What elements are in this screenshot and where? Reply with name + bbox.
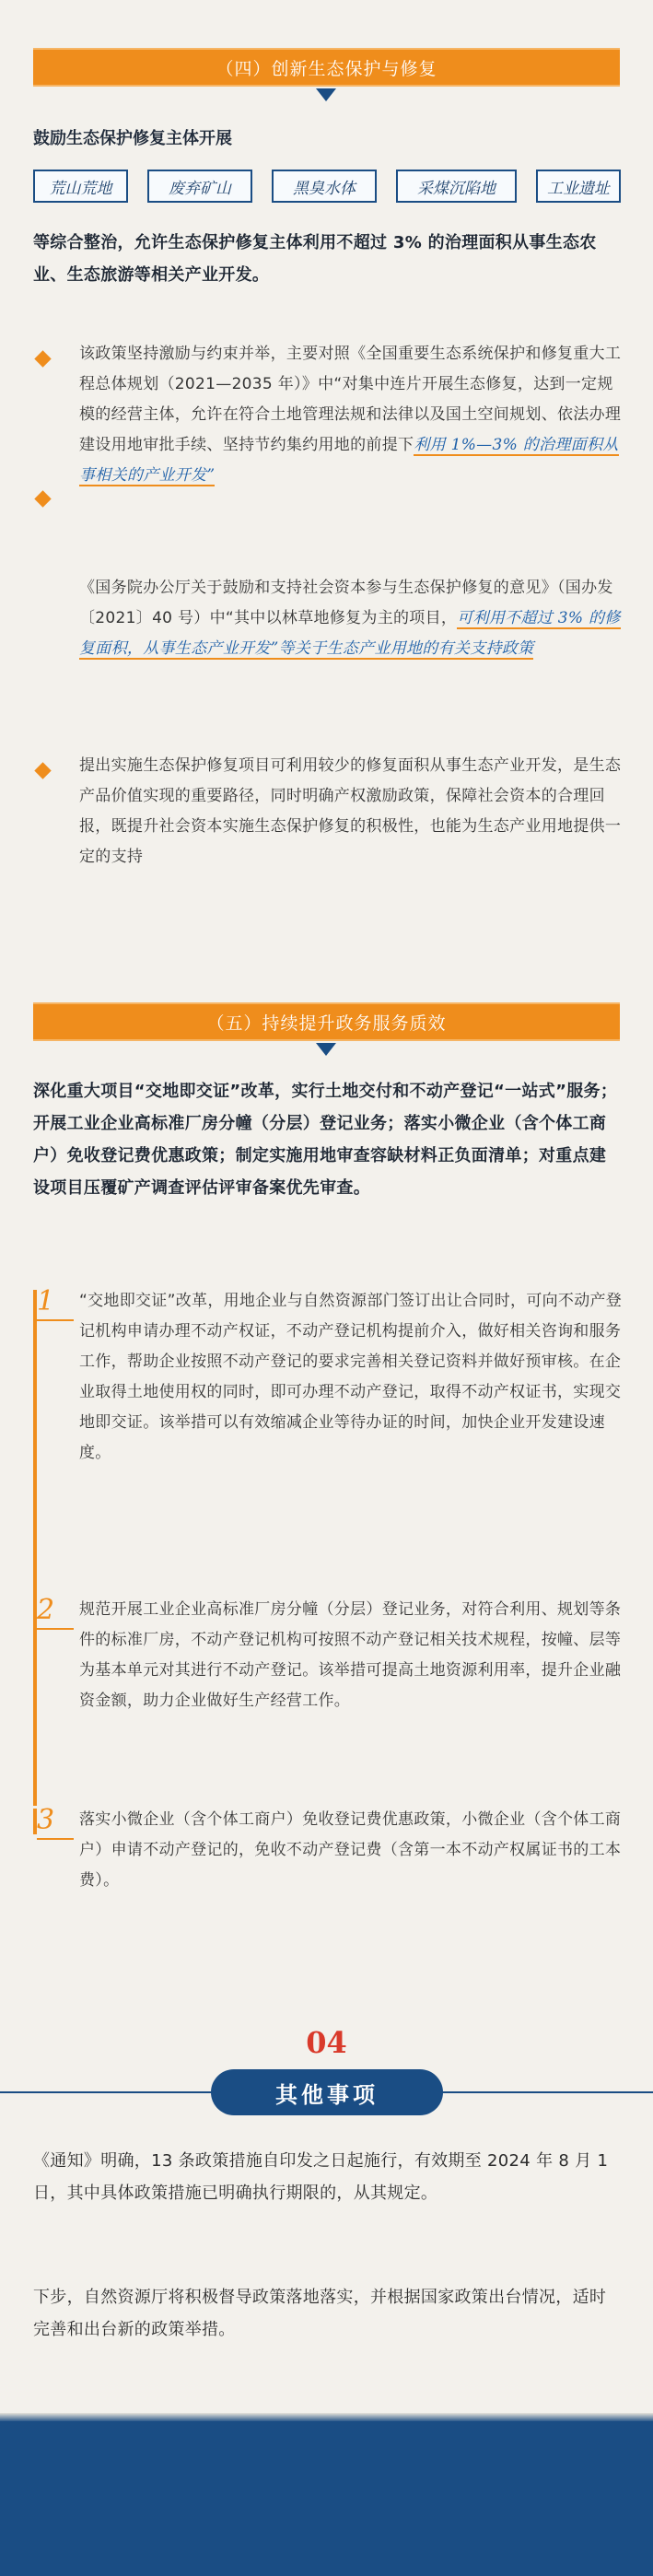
section04-title: 其他事项	[275, 2081, 379, 2108]
tag-row	[33, 170, 621, 206]
section4-para-2	[79, 573, 623, 664]
para-highlight: 利用 1%—3% 的治理面积从事相关的产业开发”	[79, 436, 619, 485]
diamond-bullet-icon	[34, 350, 51, 367]
section4-para-3: 提出实施生态保护修复项目可利用较少的修复面积从事生态产业开发，是生态产品价值实现的重要路径，同时明确产权激励政策，保障社会资本的合理回报，既提升社会资本实施生态保护修复的积极性，也能为生态产业用地提供一定的支持	[79, 756, 622, 866]
section5-header	[33, 1002, 620, 1041]
section4-title: （四）创新生态保护与修复	[216, 58, 437, 79]
tag-item: 废弃矿山	[147, 170, 252, 203]
item-accent-bar	[33, 1290, 37, 1603]
item-number-underline	[37, 1628, 74, 1630]
section5-item-2: 规范开展工业企业高标准厂房分幢（分层）登记业务，对符合利用、规划等条件的标准厂房，不动产登记机构可按照不动产登记相关技术规程，按幢、层等为基本单元对其进行不动产登记。该举措可提高土地资源利用率，提升企业融资金额，助力企业做好生产经营工作。	[79, 1600, 622, 1710]
diamond-bullet-icon	[34, 490, 51, 507]
section4-para-1	[79, 339, 623, 491]
tag-item: 荒山荒地	[33, 170, 128, 203]
section04-para-1: 《通知》明确，13 条政策措施自印发之日起施行，有效期至 2024 年 8 月 1 日，其中具体政策措施已明确执行期限的，从其规定。	[33, 2151, 609, 2203]
section5-item-3: 落实小微企业（含个体工商户）免收登记费优惠政策，小微企业（含个体工商户）申请不动产登记的，免收不动产登记费（含第一本不动产权属证书的工本费）。	[79, 1810, 622, 1890]
item-number: 2	[37, 1594, 55, 1626]
item-number: 3	[37, 1804, 55, 1836]
down-triangle-icon	[316, 88, 336, 101]
item-number-underline	[37, 1838, 74, 1840]
section4-subtitle: 鼓励生态保护修复主体开展	[33, 129, 232, 148]
section5-title: （五）持续提升政务服务质效	[206, 1013, 447, 1034]
section04-title-pill	[211, 2069, 443, 2115]
section5-summary: 深化重大项目“交地即交证”改革，实行土地交付和不动产登记“一站式”服务；开展工业企业高标准厂房分幢（分层）登记业务；落实小微企业（含个体工商户）免收登记费优惠政策；制定实施用地审查容缺材料正负面清单；对重点建设项目压覆矿产调查评估评审备案优先审查。	[33, 1082, 618, 1198]
section04-divider-right	[440, 2091, 653, 2093]
tag-item: 黑臭水体	[272, 170, 377, 203]
section4-header	[33, 48, 620, 87]
section04-number: 04	[306, 2025, 347, 2060]
para-highlight: 可利用不超过 3% 的修复面积，从事生态产业开发”等关于生态产业用地的有关支持政策	[79, 609, 621, 658]
tag-item: 采煤沉陷地	[396, 170, 517, 203]
para-text: 该政策坚持激励与约束并举，主要对照《全国重要生态系统保护和修复重大工程总体规划（2021—2035 年）》中“对集中连片开展生态修复，达到一定规模的经营主体，允许在符合土地管理法规和法律以及国土空间规划、依法办理建设用地审批手续、坚持节约集约用地的前提下	[79, 345, 622, 454]
item-number: 1	[37, 1285, 55, 1317]
diamond-bullet-icon	[34, 762, 51, 779]
section5-item-1: “交地即交证”改革，用地企业与自然资源部门签订出让合同时，可向不动产登记机构申请办理不动产权证，不动产登记机构提前介入，做好相关咨询和服务工作，帮助企业按照不动产登记的要求完善相关登记资料并做好预审核。在企业取得土地使用权的同时，即可办理不动产登记，取得不动产权证书，实现交地即交证。该举措可以有效缩减企业等待办证的时间，加快企业开发建设速度。	[79, 1292, 623, 1462]
section4-summary: 等综合整治，允许生态保护修复主体利用不超过 3% 的治理面积从事生态农业、生态旅游等相关产业开发。	[33, 233, 597, 285]
down-triangle-icon	[316, 1043, 336, 1056]
para-text: 《国务院办公厅关于鼓励和支持社会资本参与生态保护修复的意见》（国办发〔2021〕40 号）中“其中以林草地修复为主的项目，	[79, 579, 613, 627]
footer-band	[0, 2421, 653, 2576]
item-number-underline	[37, 1319, 74, 1321]
section04-divider-left	[0, 2091, 214, 2093]
section04-para-2: 下步，自然资源厅将积极督导政策落地落实，并根据国家政策出台情况，适时完善和出台新的政策举措。	[33, 2288, 607, 2339]
tag-item: 工业遗址	[536, 170, 621, 203]
